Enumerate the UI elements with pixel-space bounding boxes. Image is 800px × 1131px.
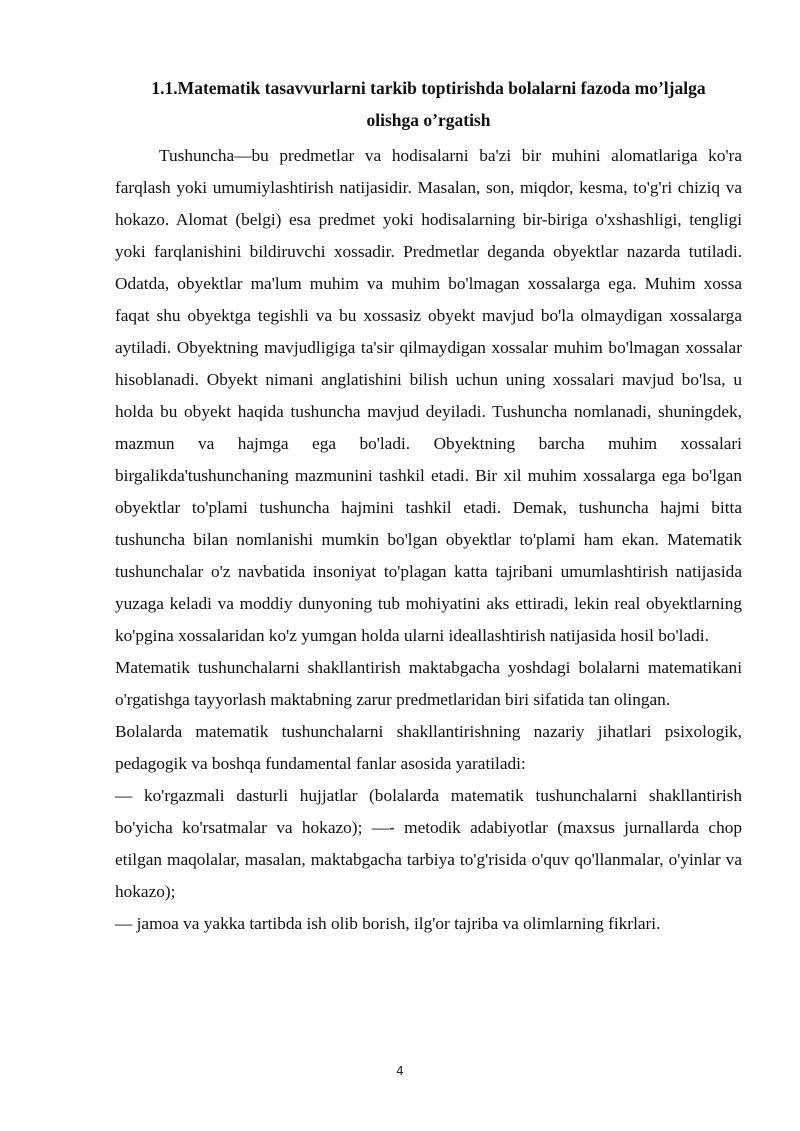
paragraph-concept-definition: Tushuncha—bu predmetlar va hodisalarni ba'zi bir muhini alomatlariga ko'ra farqlash yoki umumiylashtirish natijasidir. Masalan, son, miqdor, kesma, to'g'ri chiziq va hokazo. Alomat (belgi) esa predmet yoki hodisalarning bir-biriga o'xshashligi, tengligi yoki farqlanishini bildiruvchi xossadir. Predmetlar deganda obyektlar nazarda tutiladi. Odatda, obyektlar ma'lum muhim va muhim bo'lmagan xossalarga ega. Muhim xossa faqat shu obyektga tegishli va bu xossasiz obyekt mavjud bo'la olmaydigan xossalarga aytiladi. Obyektning mavjudligiga ta'sir qilmaydigan xossalar muhim bo'lmagan xossalar hisoblanadi. Obyekt nimani anglatishini bilish uchun uning xossalari mavjud bo'lsa, u holda bu obyekt haqida tushuncha mavjud deyiladi. Tushuncha nomlanadi, shuningdek, mazmun va hajmga ega bo'ladi. Obyektning barcha muhim xossalari birgalikda'tushunchaning mazmunini tashkil etadi. Bir xil muhim xossalarga ega bo'lgan obyektlar to'plami tushuncha hajmini tashkil etadi. Demak, tushuncha hajmi bitta tushuncha bilan nomlanishi mumkin bo'lgan obyektlar to'plami ham ekan. Matematik tushunchalar o'z navbatida insoniyat to'plagan katta tajribani umumlashtirish natijasida yuzaga keladi va moddiy dunyoning tub mohiyatini aks ettiradi, lekin real obyektlarning ko'pgina xossalaridan ko'z yumgan holda ularni ideallashtirish natijasida hosil bo'ladi. [115,146,742,645]
paragraph-visual-documents: — ko'rgazmali dasturli hujjatlar (bolalarda matematik tushunchalarni shakllantirish bo'yicha ko'rsatmalar va hokazo); —- metodik adabiyotlar (maxsus jurnallarda chop etilgan maqolalar, masalan, maktabgacha tarbiya to'g'risida o'quv qo'llanmalar, o'yinlar va hokazo); [115,786,742,901]
section-title-line-1: 1.1.Matematik tasavvurlarni tarkib toptirishda bolalarni fazoda mo’ljalga [151,78,706,98]
document-page [115,72,742,940]
paragraph-theoretical-aspects: Bolalarda matematik tushunchalarni shakllantirishning nazariy jihatlari psixologik, pedagogik va boshqa fundamental fanlar asosida yaratiladi: [115,722,742,773]
paragraph-math-concepts-formation: Matematik tushunchalarni shakllantirish maktabgacha yoshdagi bolalarni matematikani o'rgatishga tayyorlash maktabning zarur predmetlaridan biri sifatida tan olingan. [115,658,742,709]
section-title-line-2: olishga o’rgatish [366,110,491,130]
section-title [115,72,742,136]
paragraph-team-work: — jamoa va yakka tartibda ish olib borish, ilg'or tajriba va olimlarning fikrlari. [115,914,661,933]
page-number: 4 [396,1064,404,1078]
